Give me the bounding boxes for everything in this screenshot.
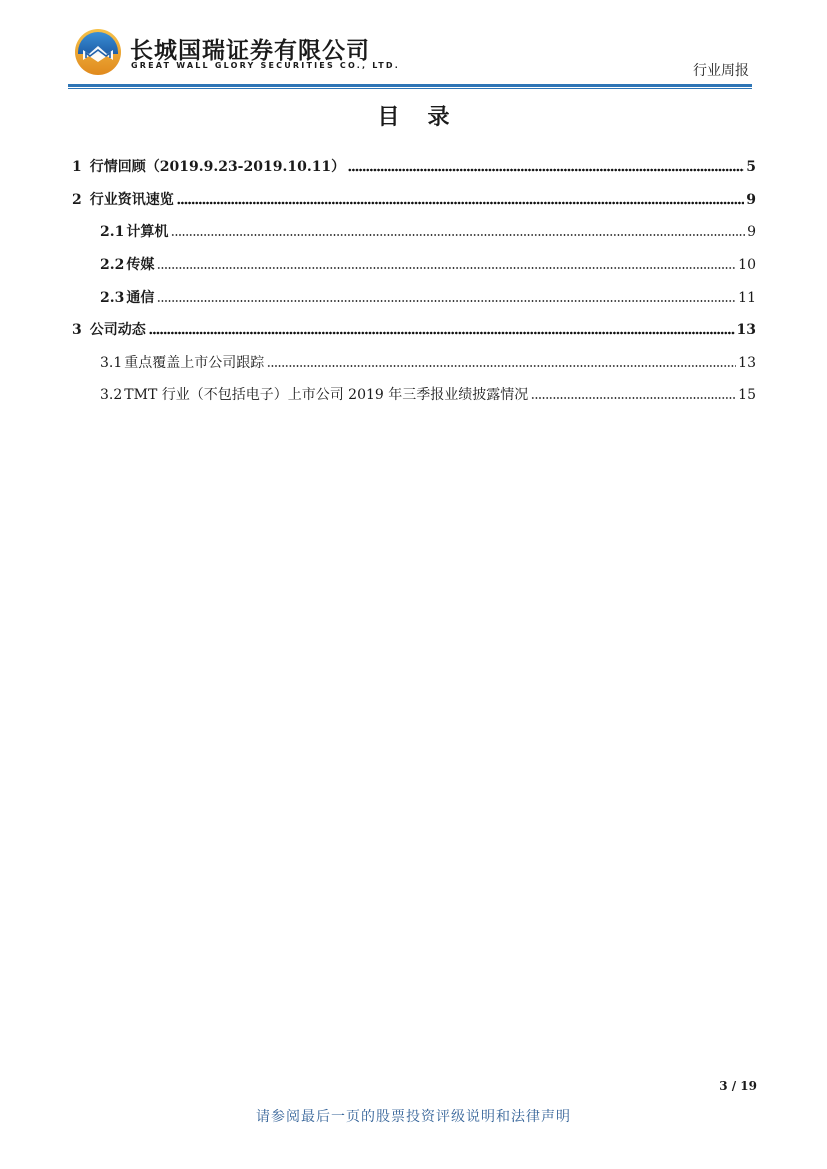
toc-entry-number: 3.1 <box>100 355 123 371</box>
toc-entry-title: TMT 行业（不包括电子）上市公司 2019 年三季报业绩披露情况 <box>124 387 529 403</box>
company-name-cn: 长城国瑞证券有限公司 <box>130 38 370 64</box>
toc-entry-title: 传媒 <box>126 257 155 273</box>
toc-entry-title: 行情回顾（2019.9.23-2019.10.11） <box>89 159 346 175</box>
toc-entry[interactable] <box>72 190 756 210</box>
toc-entry[interactable] <box>100 288 756 308</box>
toc-entry[interactable] <box>72 320 756 340</box>
toc-dot-leader <box>531 396 736 400</box>
toc-entry-title: 公司动态 <box>89 322 146 338</box>
company-name-en: GREAT WALL GLORY SECURITIES CO., LTD. <box>131 61 400 70</box>
toc-dot-leader <box>149 331 735 335</box>
toc-dot-leader <box>348 168 744 172</box>
toc-entry-page: 9 <box>747 224 756 240</box>
toc-entry[interactable] <box>72 157 756 177</box>
toc-entry[interactable] <box>100 385 756 405</box>
toc-entry-number: 2 <box>72 192 82 208</box>
toc-entry-page: 5 <box>746 159 756 175</box>
page-header <box>0 0 827 100</box>
toc-dot-leader <box>157 266 736 270</box>
header-rule-thick <box>68 84 752 87</box>
toc-entry-title: 行业资讯速览 <box>89 192 174 208</box>
toc-entry[interactable] <box>100 353 756 373</box>
footer-disclaimer: 请参阅最后一页的股票投资评级说明和法律声明 <box>256 1109 571 1125</box>
toc-entry-title: 通信 <box>126 290 155 306</box>
toc-title: 目录 <box>377 105 478 130</box>
page-number: 3 / 19 <box>719 1079 757 1093</box>
toc-entry-page: 13 <box>738 355 756 371</box>
toc-dot-leader <box>267 364 736 368</box>
toc-entry-number: 2.1 <box>100 224 125 240</box>
company-logo-icon <box>74 28 122 76</box>
toc-entry[interactable] <box>100 255 756 275</box>
toc-entry-page: 11 <box>738 290 756 306</box>
toc-dot-leader <box>177 201 745 205</box>
toc-entry-number: 2.3 <box>100 290 125 306</box>
toc-entry-title: 重点覆盖上市公司跟踪 <box>124 355 265 371</box>
toc-entry-number: 2.2 <box>100 257 125 273</box>
toc-entry-number: 3.2 <box>100 387 123 403</box>
toc-dot-leader <box>157 299 736 303</box>
toc-entry-page: 15 <box>738 387 756 403</box>
toc-entry[interactable] <box>100 222 756 242</box>
toc-entry-page: 10 <box>738 257 756 273</box>
toc-dot-leader <box>171 233 745 237</box>
document-type: 行业周报 <box>693 63 749 79</box>
header-rule-thin <box>68 88 752 89</box>
toc-entry-number: 3 <box>72 322 82 338</box>
toc-entry-number: 1 <box>72 159 82 175</box>
toc-entry-page: 13 <box>736 322 756 338</box>
toc-entry-page: 9 <box>746 192 756 208</box>
toc-entry-title: 计算机 <box>126 224 169 240</box>
